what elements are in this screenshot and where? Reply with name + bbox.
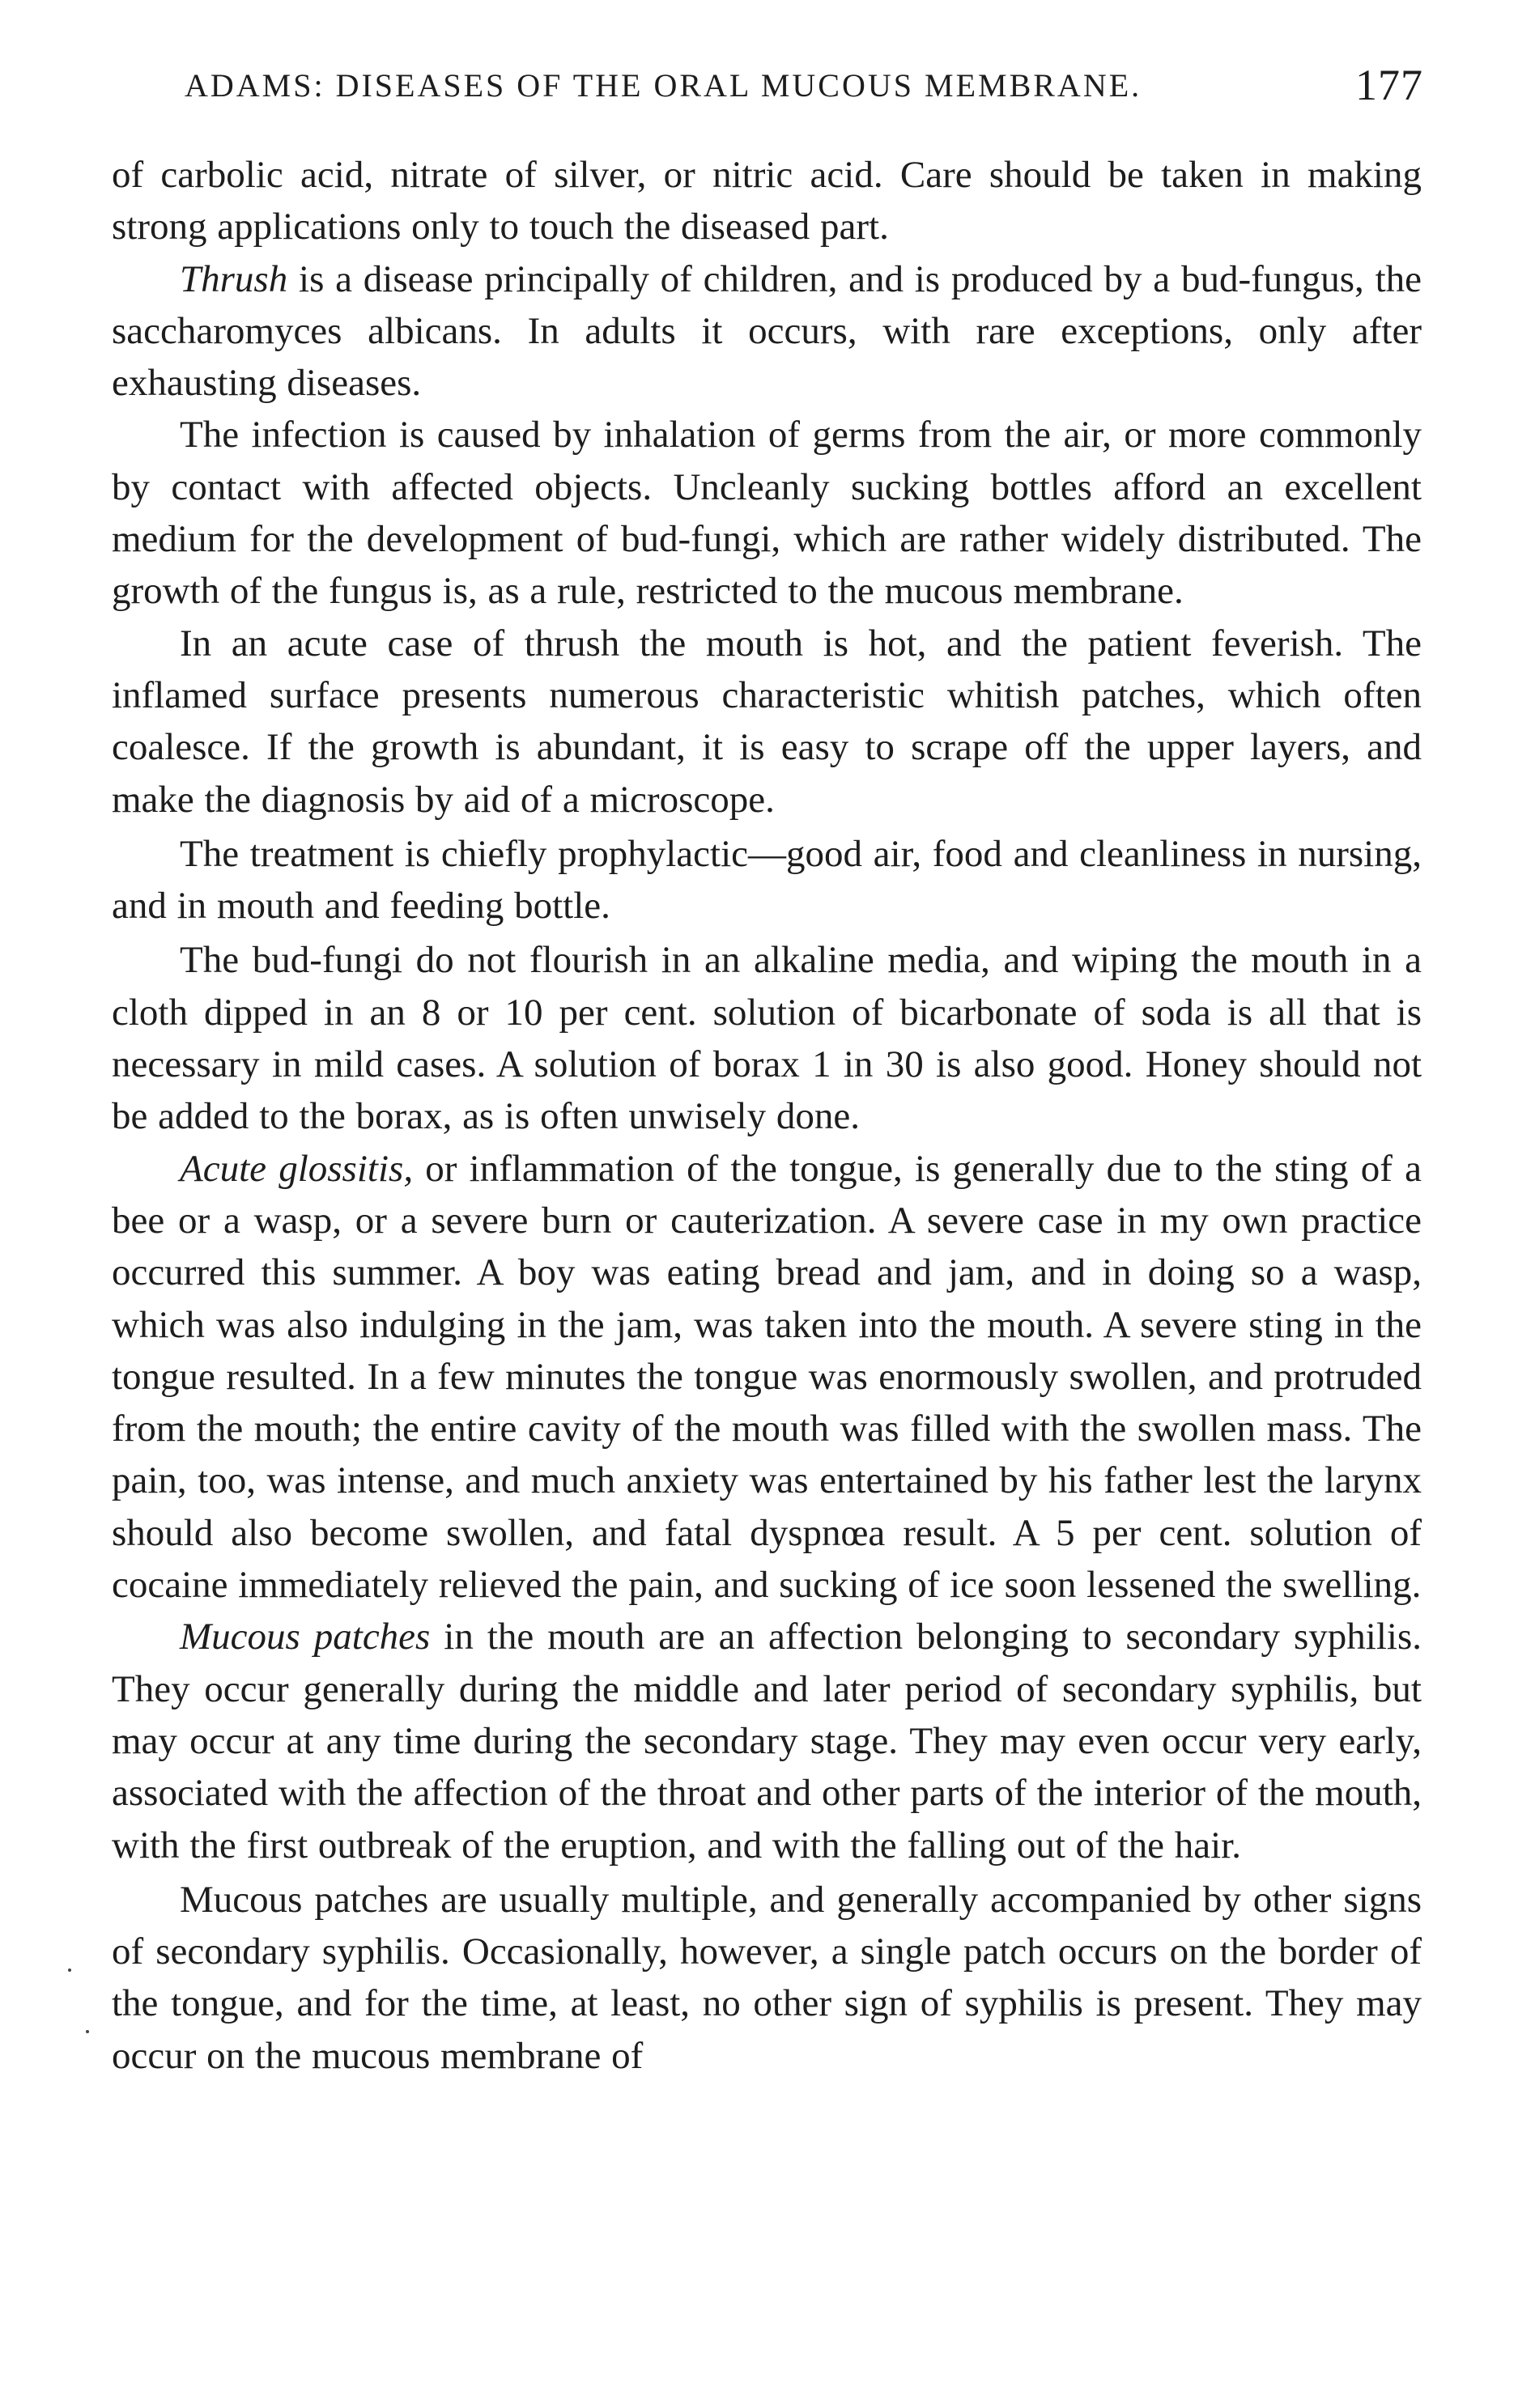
page-number: 177 — [1355, 61, 1423, 109]
margin-speck — [68, 1968, 71, 1972]
running-title: ADAMS: DISEASES OF THE ORAL MUCOUS MEMBRANE. — [185, 67, 1142, 104]
paragraph-mucous-patches — [112, 1611, 1422, 1871]
paragraph-thrush — [112, 253, 1422, 410]
paragraph-multiple-patches: Mucous patches are usually multiple, and generally accompanied by other signs of secondary syphilis. Occasionally, however, a single patch occurs on the border of the tongue, and for the time, at least, no other sign of syphilis is present. They may occur on the mucous membrane of — [112, 1878, 1422, 2077]
body-text — [112, 149, 1422, 2082]
paragraph-glossitis-text: or inflammation of the tongue, is generally due to the sting of a bee or a wasp, or a severe burn or cauterization. A severe case in my own practice occurred this summer. A boy was eating bread and jam, and in doing so a wasp, which was also indulging in the jam, was taken into the mouth. A severe sting in the tongue resulted. In a few minutes the tongue was enormously swollen, and protruded from the mouth; the entire cavity of the mouth was filled with the swollen mass. The pain, too, was intense, and much anxiety was entertained by his father lest the larynx should also become swollen, and fatal dyspnœa result. A 5 per cent. solution of cocaine immediately relieved the pain, and sucking of ice soon lessened the swelling. — [112, 1147, 1422, 1607]
paragraph-infection: The infection is caused by inhalation of germs from the air, or more commonly by contact with affected objects. Uncleanly sucking bottles afford an excellent medium for the development of bud-fungi, which are rather widely distributed. The growth of the fungus is, as a rule, restricted to the mucous membrane. — [112, 414, 1422, 613]
paragraph-mucous-patches-text: in the mouth are an affection belonging to secondary syphilis. They occur generally during the middle and later period of secondary syphilis, but may occur at any time during the secondary stage. They may even occur very early, associated with the affection of the throat and other parts of the interior of the mouth, with the first outbreak of the eruption, and with the falling out of the hair. — [112, 1616, 1422, 1867]
paragraph-bud-fungi: The bud-fungi do not flourish in an alkaline media, and wiping the mouth in a cloth dipped in an 8 or 10 per cent. solution of bicarbonate of soda is all that is necessary in mild cases. A solution of borax 1 in 30 is also good. Honey should not be added to the borax, as is often unwisely done. — [112, 939, 1422, 1138]
term-mucous-patches: Mucous patches — [180, 1616, 431, 1658]
paragraph-thrush-text: is a disease principally of children, and is produced by a bud-fungus, the saccharomyces albicans. In adults it occurs, with rare exceptions, only after exhausting diseases. — [112, 257, 1422, 405]
paragraph-acute-case: In an acute case of thrush the mouth is hot, and the patient feverish. The inflamed surface presents numerous characteristic whitish patches, which often coalesce. If the growth is abundant, it is easy to scrape off the upper layers, and make the diagnosis by aid of a microscope. — [112, 622, 1422, 821]
paragraph-continuation: of carbolic acid, nitrate of silver, or nitric acid. Care should be taken in making strong applications only to touch the diseased part. — [112, 154, 1422, 248]
paragraph-treatment: The treatment is chiefly prophylactic—good air, food and cleanliness in nursing, and in mouth and feeding bottle. — [112, 832, 1422, 928]
term-acute-glossitis: Acute glossitis, — [180, 1147, 414, 1190]
running-head — [185, 63, 1423, 120]
paragraph-glossitis — [112, 1143, 1422, 1612]
term-thrush: Thrush — [180, 257, 288, 300]
margin-speck — [86, 2030, 89, 2033]
